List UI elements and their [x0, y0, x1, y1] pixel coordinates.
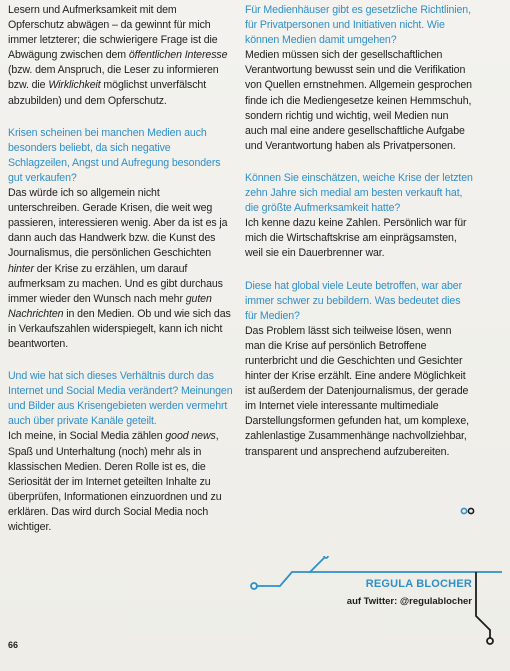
answer-text: Das würde ich so allgemein nicht unterschreiben. Gerade Krisen, die weit weg passieren, interessieren wenig. Aber da ist es ja dann auch das Handwerk bzw. die Kunst des Journalismus, die persönlichen Geschichten: [8, 187, 228, 260]
page-number: 66: [8, 640, 19, 650]
emphasized-text: Wirklichkeit: [48, 79, 101, 92]
answer-text: Lesern und Aufmerksamkeit mit dem Opferschutz abwägen – da gewinnt für mich immer letzterer; die schwierigere Frage ist die Abwägung zwischen dem: [8, 4, 218, 62]
interview-question: Diese hat global viele Leute betroffen, war aber immer schwer zu bebildern. Was bedeutet dies für Medien?: [245, 279, 463, 322]
interview-block: [8, 369, 233, 535]
interview-block: [245, 171, 473, 262]
interview-question: Und wie hat sich dieses Verhältnis durch das Internet und Social Media verändert? Meinungen und Bilder aus Krisengebieten werden vermehrt auch über private Kanäle geteilt.: [8, 370, 233, 428]
left-column: [8, 3, 233, 552]
answer-text: Ich meine, in Social Media zählen: [8, 430, 166, 443]
emphasized-text: öffentlichen Interesse: [128, 49, 228, 62]
emphasized-text: guten Nachrichten: [8, 292, 212, 320]
emphasized-text: good news: [165, 430, 216, 443]
answer-text: der Krise zu erzählen, um darauf aufmerksam zu machen. Und es gibt durchaus immer wieder den Wunsch nach mehr: [8, 262, 223, 305]
interview-block: [245, 3, 473, 154]
right-column: [245, 3, 473, 477]
answer-text: (bzw. dem Anspruch, die Leser zu informieren bzw. die: [8, 64, 219, 92]
interview-answer: [8, 3, 233, 109]
emphasized-text: hinter: [8, 262, 34, 275]
interview-question: Krisen scheinen bei manchen Medien auch besonders beliebt, da sich negative Schlagzeilen, Angst und Aufregung besonders gut verkaufen?: [8, 126, 221, 184]
interview-block: [245, 279, 473, 460]
interview-block: [8, 126, 233, 352]
interview-question: Für Medienhäuser gibt es gesetzliche Richtlinien, für Privatpersonen und Initiativen nicht. Wie können Medien damit umgehen?: [245, 4, 471, 47]
author-box: [240, 556, 510, 656]
answer-text: in den Medien. Ob und wie sich das in Verkaufszahlen widerspiegelt, kann ich nicht beantworten.: [8, 307, 231, 350]
interview-answer: [245, 216, 473, 261]
interview-answer: [8, 186, 233, 352]
answer-text: , Spaß und Unterhaltung (noch) mehr als in klassischen Medien. Deren Rolle ist es, die Seriosität der im Internet geteilten Inhalte zu überprüfen, Informationen einzuordnen und zu erklären. Das wird durch Social Media noch wichtiger.: [8, 430, 222, 533]
author-name: REGULA BLOCHER: [365, 578, 472, 590]
interview-answer: [8, 429, 233, 535]
answer-text: Das Problem lässt sich teilweise lösen, wenn man die Krise auf persönlich Betroffene runterbricht und die Geschichten und Gesichter hinter der Krise erzählt. Eine andere Möglichkeit ist außerdem der Datenjournalismus, der gerade im Internet viele interessante multimediale Darstellungsformen gefunden hat, um komplexe, zahlenlastige Zusammenhänge nachvollziehbar, transparent und ansprechend aufzubereiten.: [245, 324, 469, 458]
answer-text: Ich kenne dazu keine Zahlen. Persönlich war für mich die Wirtschaftskrise am einprägsamsten, weil sie ein Dauerbrenner war.: [245, 217, 467, 260]
answer-text: möglichst unverfälscht abzubilden) und dem Opferschutz.: [8, 79, 207, 107]
interview-answer: [245, 324, 473, 460]
interview-question: Können Sie einschätzen, weiche Krise der letzten zehn Jahre sich medial am besten verkauft hat, die größte Aufmerksamkeit hatte?: [245, 171, 473, 215]
answer-text: Medien müssen sich der gesellschaftlichen Verantwortung bewusst sein und die Verifikation von Quellen ernstnehmen. Allgemein gesprochen finde ich die Mediengesetze keinen Hemmschuh, sondern richtig und wichtig, weil Medien nun auch mal eine andere gesellschaftliche Aufgabe und Verantwortung haben als Privatpersonen.: [245, 49, 472, 152]
interview-block: [8, 3, 233, 109]
end-mark-icon: [460, 507, 476, 515]
interview-answer: [245, 48, 473, 154]
author-twitter-handle: auf Twitter: @regulablocher: [346, 596, 472, 607]
